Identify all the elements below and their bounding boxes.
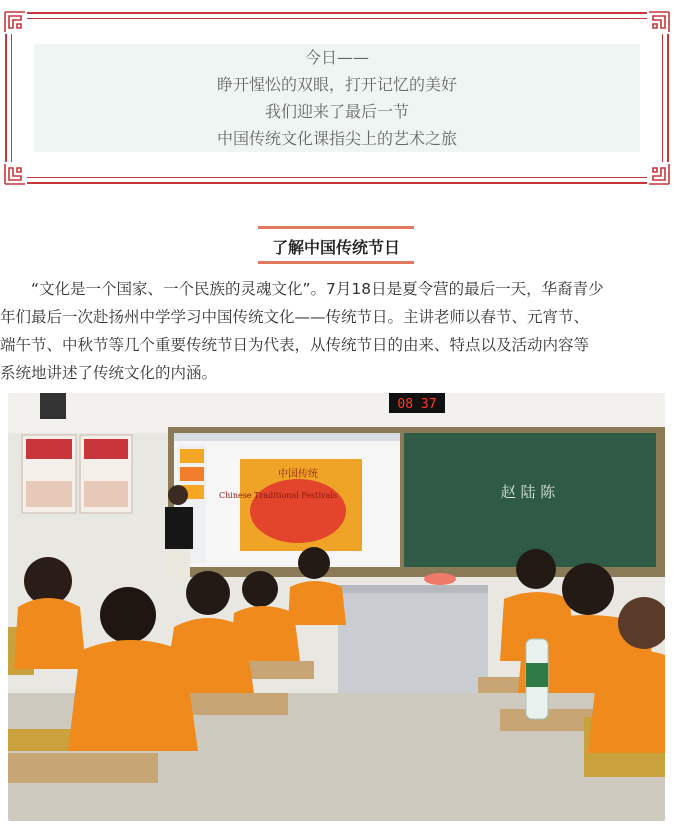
intro-line: 中国传统文化课指尖上的艺术之旅	[216, 129, 457, 148]
corner-ornament-icon	[647, 162, 671, 186]
intro-line: 我们迎来了最后一节	[264, 102, 409, 121]
paragraph-line: 端午节、中秋节等几个重要传统节日为代表，从传统节日的由来、特点以及活动内容等	[0, 336, 590, 354]
slide-subtitle: Chinese Traditional Festivals	[218, 491, 338, 500]
classroom-photo	[8, 393, 665, 821]
heading-rule-top	[258, 226, 414, 229]
section-heading	[258, 226, 414, 264]
intro-line: 今日——	[304, 48, 369, 67]
intro-text-box	[34, 44, 640, 152]
paragraph-line: “文化是一个国家、一个民族的灵魂文化”。7月18日是夏令营的最后一天，华裔青少	[31, 280, 604, 298]
article-paragraph	[0, 275, 678, 387]
slide-title: 中国传统	[278, 469, 318, 480]
section-title: 了解中国传统节日	[271, 238, 400, 257]
corner-ornament-icon	[3, 10, 27, 34]
paragraph-line: 系统地讲述了传统文化的内涵。	[0, 364, 218, 382]
corner-ornament-icon	[647, 10, 671, 34]
corner-ornament-icon	[3, 162, 27, 186]
paragraph-line: 年们最后一次赴扬州中学学习中国传统文化——传统节日。主讲老师以春节、元宵节、	[0, 308, 590, 326]
board-writing: 赵 陆 陈	[500, 483, 556, 501]
clock-readout: 08 37	[397, 397, 437, 412]
heading-rule-bottom	[258, 261, 414, 264]
intro-line: 睁开惺忪的双眼，打开记忆的美好	[216, 75, 457, 94]
